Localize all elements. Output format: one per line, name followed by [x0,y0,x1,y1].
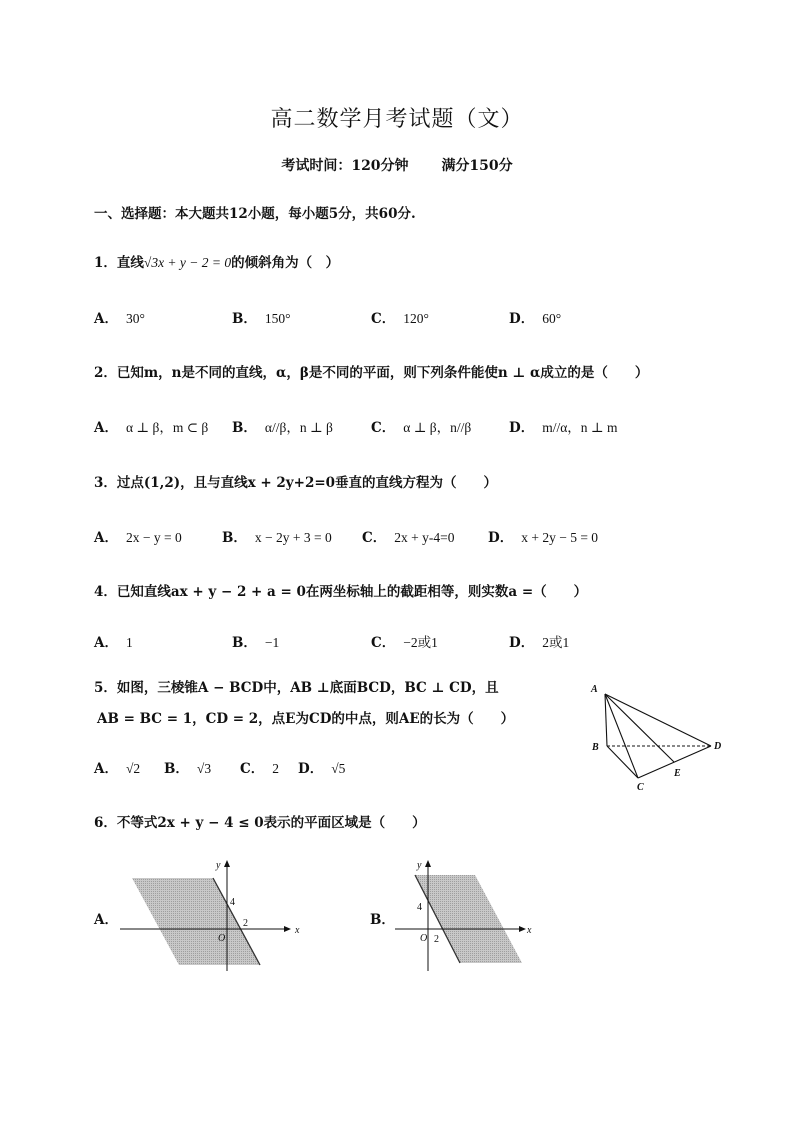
q1-lead: 1．直线 [94,255,144,271]
label-c: C [637,782,644,793]
shaded-region-b [415,875,522,963]
q6-graph-b[interactable] [390,855,540,980]
q2-option-d[interactable]: D． m//α，n ⊥ m [509,420,618,436]
edge-ab [605,694,607,746]
q3-option-c[interactable]: C． 2x + y-4=0 [362,530,455,546]
q4-option-d[interactable]: D． 2或1 [509,635,570,651]
shaded-region-a [132,878,260,965]
x-label-b: x [527,925,532,936]
q4-option-a[interactable]: A． 1 [94,635,133,651]
question-3: 3．过点(1,2)，且与直线x + 2y+2=0垂直的直线方程为（ ） [94,475,498,491]
q2-option-b[interactable]: B． α//β，n ⊥ β [232,420,333,436]
origin-label-b: O [420,933,428,944]
origin-label-a: O [218,933,226,944]
section-heading: 一、选择题：本大题共12小题，每小题5分，共60分. [94,206,416,222]
q4-option-b[interactable]: B． −1 [232,635,280,651]
q2-option-c[interactable]: C． α ⊥ β，n//β [371,420,472,436]
q1-option-a[interactable]: A． 30° [94,311,145,327]
exam-score: 满分150分 [441,158,513,174]
tick-2-a: 2 [243,918,248,929]
q3-option-d[interactable]: D． x + 2y − 5 = 0 [488,530,599,546]
tetrahedron-figure [580,678,730,798]
tick-4-a: 4 [230,897,235,908]
q4-option-c[interactable]: C． −2或1 [371,635,438,651]
q3-option-b[interactable]: B． x − 2y + 3 = 0 [222,530,332,546]
q1-option-d[interactable]: D． 60° [509,311,562,327]
question-5-line-1: 5．如图，三棱锥A − BCD中，AB ⊥底面BCD，BC ⊥ CD，且 [94,680,499,696]
tick-2-b: 2 [434,934,439,945]
edge-bc [607,746,638,778]
x-label-a: x [295,925,300,936]
q6-graph-a[interactable] [115,855,305,975]
exam-time: 考试时间：120分钟 [281,158,409,174]
q5-option-a[interactable]: A． √2 [94,761,141,777]
question-5-line-2: AB = BC = 1，CD = 2，点E为CD的中点，则AE的长为（ ） [97,711,515,727]
question-4: 4．已知直线ax + y − 2 + a = 0在两坐标轴上的截距相等，则实数a =（ ） [94,584,588,600]
q1-option-b[interactable]: B． 150° [232,311,291,327]
q1-option-c[interactable]: C． 120° [371,311,429,327]
page-title: 高二数学月考试题（文） [270,107,524,132]
exam-info [0,155,794,175]
tick-4-b: 4 [417,902,422,913]
y-label-b: y [417,860,422,871]
edge-ac [605,694,638,778]
question-6: 6．不等式2x + y − 4 ≤ 0表示的平面区域是（ ） [94,815,426,831]
q6-option-b-label[interactable]: B． [370,912,395,928]
q1-tail: 的倾斜角为（ ） [231,255,340,271]
q1-expr: √3x + y − 2 = 0 [143,255,232,270]
label-a: A [591,684,598,695]
q5-option-d[interactable]: D． √5 [298,761,346,777]
question-1 [94,251,339,271]
label-d: D [714,741,722,752]
q5-option-b[interactable]: B． √3 [164,761,212,777]
question-2: 2．已知m，n是不同的直线，α，β是不同的平面，则下列条件能使n ⊥ α成立的是（ ） [94,365,649,381]
edge-ae [605,694,674,762]
q5-option-c[interactable]: C． 2 [240,761,279,777]
edge-ad [605,694,711,746]
q2-option-a[interactable]: A． α ⊥ β，m ⊂ β [94,420,209,436]
q3-option-a[interactable]: A． 2x − y = 0 [94,530,182,546]
y-label-a: y [216,860,221,871]
label-b: B [592,742,599,753]
label-e: E [674,768,681,779]
q6-option-a-label[interactable]: A． [94,912,118,928]
